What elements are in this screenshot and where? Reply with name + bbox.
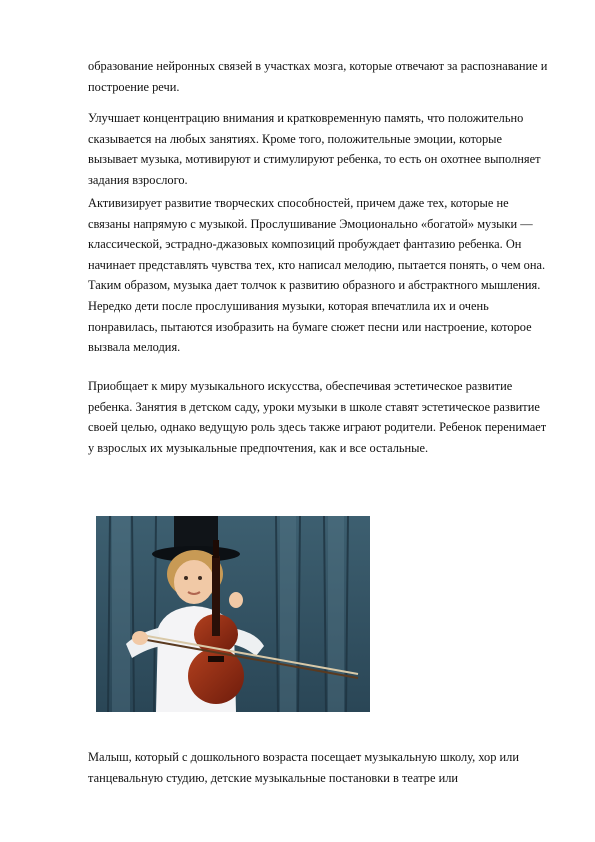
paragraph-speech-development: образование нейронных связей в участках мозга, которые отвечают за распознавание и построение речи.: [88, 59, 548, 94]
paragraph-aesthetic: Приобщает к миру музыкального искусства, обеспечивая эстетическое развитие ребенка. Занятия в детском саду, уроки музыки в школе ставят эстетическое развитие своей целью, однако ведущую роль здесь также играют родители. Ребенок перенимает у взрослых их музыкальные предпочтения, как и все остальные.: [88, 379, 547, 455]
paragraph-concentration: Улучшает концентрацию внимания и кратковременную память, что положительно сказывается на любых занятиях. Кроме того, положительные эмоции, которые вызывает музыка, мотивируют и стимулируют ребенка, то есть он охотнее выполняет задания взрослого.: [88, 111, 541, 187]
photo-child-with-violin: [96, 516, 370, 712]
paragraph-music-school: Малыш, который с дошкольного возраста посещает музыкальную школу, хор или танцевальную студию, детские музыкальные постановки в театре или: [88, 750, 519, 785]
paragraph-creativity: Активизирует развитие творческих способностей, причем даже тех, которые не связаны напрямую с музыкой. Прослушивание Эмоционально «богатой» музыки — классической, эстрадно-джазовых композиций пробуждает фантазию ребенка. Он начинает представлять чувства тех, кто написал мелодию, пытается понять, о чем она. Таким образом, музыка дает толчок к развитию образного и абстрактного мышления. Нередко дети после прослушивания музыки, которая впечатлила их и очень понравилась, пытаются изобразить на бумаге сюжет песни или настроение, которое вызвала мелодия.: [88, 196, 546, 355]
